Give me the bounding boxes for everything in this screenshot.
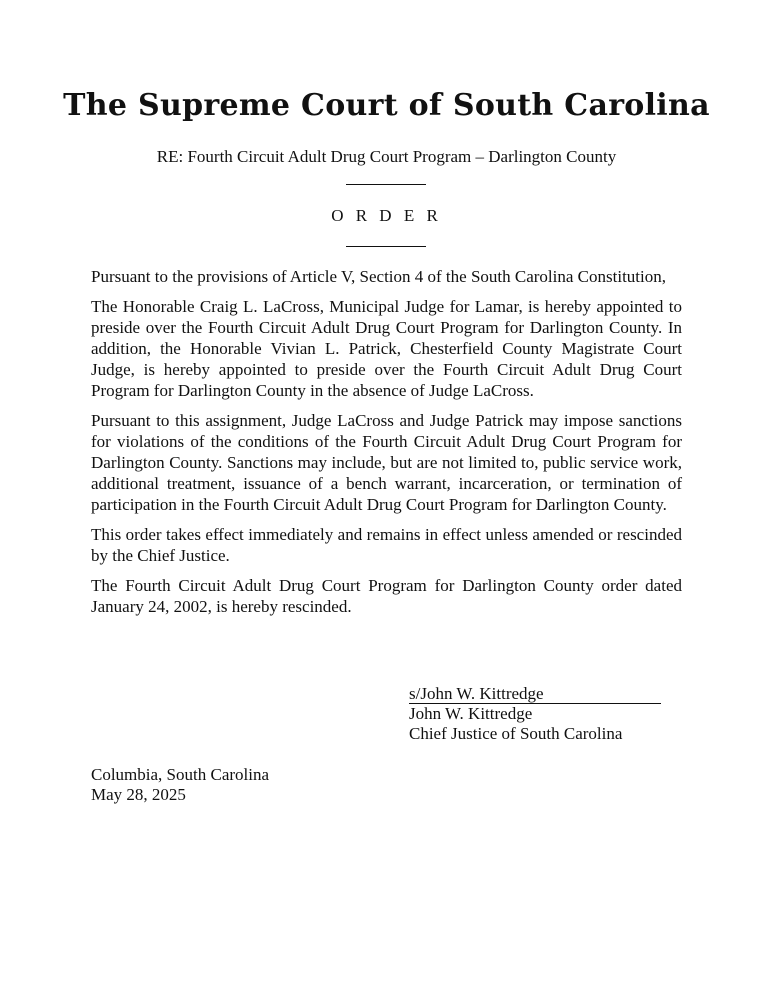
- court-title: The Supreme Court of South Carolina: [63, 88, 710, 123]
- signature-block: [409, 684, 709, 744]
- order-heading: O R D E R: [331, 206, 442, 225]
- order-body: [91, 266, 682, 626]
- paragraph-rescission: The Fourth Circuit Adult Drug Court Program for Darlington County order dated January 24, 2002, is hereby rescinded.: [91, 576, 682, 616]
- paragraph-appointment: The Honorable Craig L. LaCross, Municipal Judge for Lamar, is hereby appointed to preside over the Fourth Circuit Adult Drug Court Program for Darlington County. In addition, the Honorable Vivian L. Patrick, Chesterfield County Magistrate Court Judge, is hereby appointed to preside over the Fourth Circuit Adult Drug Court Program for Darlington County in the absence of Judge LaCross.: [91, 297, 682, 400]
- signer-name: John W. Kittredge: [409, 704, 533, 723]
- location-date-block: [91, 765, 391, 805]
- paragraph-authority: Pursuant to the provisions of Article V, Section 4 of the South Carolina Constitution,: [91, 267, 666, 286]
- paragraph-effect: This order takes effect immediately and remains in effect unless amended or rescinded by the Chief Justice.: [91, 525, 682, 565]
- issue-date: May 28, 2025: [91, 785, 186, 804]
- re-line: RE: Fourth Circuit Adult Drug Court Program – Darlington County: [156, 147, 617, 166]
- signer-title: Chief Justice of South Carolina: [409, 724, 623, 743]
- paragraph-sanctions: Pursuant to this assignment, Judge LaCross and Judge Patrick may impose sanctions for violations of the conditions of the Fourth Circuit Adult Drug Court Program for Darlington County. Sanctions may include, but are not limited to, public service work, additional treatment, issuance of a bench warrant, incarceration, or termination of participation in the Fourth Circuit Adult Drug Court Program for Darlington County.: [91, 411, 682, 514]
- heading-rule-bottom: [346, 246, 426, 247]
- issue-location: Columbia, South Carolina: [91, 765, 270, 784]
- heading-rule-top: [346, 184, 426, 185]
- signature-line: s/John W. Kittredge: [409, 684, 661, 704]
